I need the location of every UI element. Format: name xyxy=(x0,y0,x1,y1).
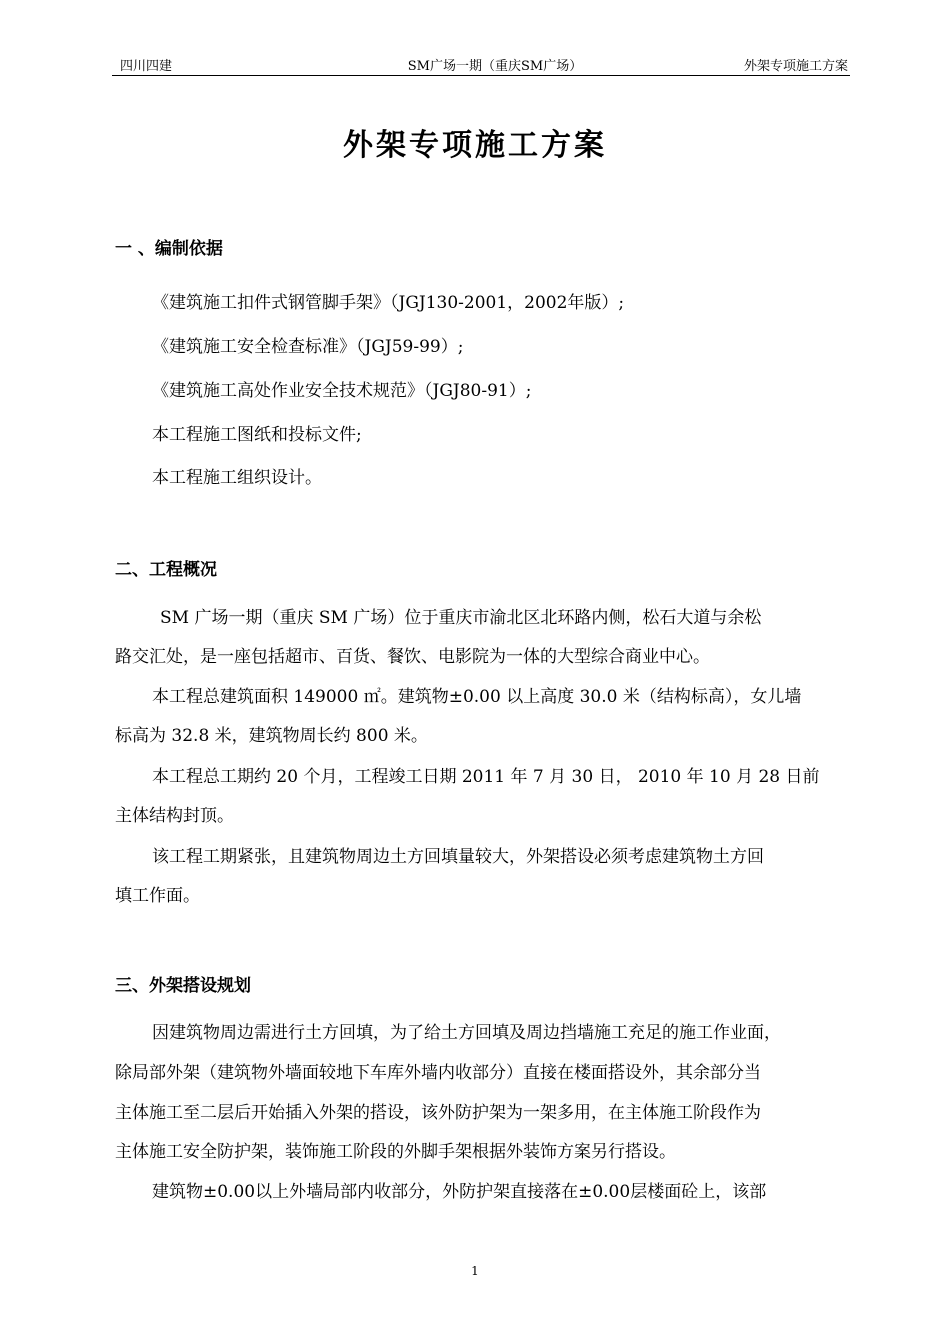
basis-item: 《建筑施工扣件式钢管脚手架》（JGJ130-2001，2002年版）; xyxy=(152,293,625,313)
basis-item: 《建筑施工高处作业安全技术规范》（JGJ80-91）; xyxy=(152,381,532,401)
paragraph-line: 主体施工安全防护架，装饰施工阶段的外脚手架根据外装饰方案另行搭设。 xyxy=(115,1142,676,1162)
document-title: 外架专项施工方案 xyxy=(343,128,607,163)
header-company: 四川四建 xyxy=(120,59,173,74)
header-rule xyxy=(112,75,850,76)
page-number: 1 xyxy=(471,1264,479,1278)
paragraph-line: 本工程总建筑面积 149000 ㎡。建筑物±0.00 以上高度 30.0 米（结构标高），女儿墙 xyxy=(152,687,802,707)
section-heading-overview: 二、工程概况 xyxy=(115,560,217,580)
section-heading-basis: 一 、编制依据 xyxy=(115,239,223,259)
basis-item: 本工程施工组织设计。 xyxy=(152,468,322,488)
paragraph-line: 主体施工至二层后开始插入外架的搭设，该外防护架为一架多用，在主体施工阶段作为 xyxy=(115,1103,761,1123)
basis-item: 本工程施工图纸和投标文件; xyxy=(152,425,362,445)
section-heading-plan: 三、外架搭设规划 xyxy=(115,976,251,996)
paragraph-line: 建筑物±0.00以上外墙局部内收部分，外防护架直接落在±0.00层楼面砼上，该部 xyxy=(152,1182,767,1202)
paragraph-line: 路交汇处，是一座包括超市、百货、餐饮、电影院为一体的大型综合商业中心。 xyxy=(115,647,710,667)
header-doc-title: 外架专项施工方案 xyxy=(743,59,848,74)
paragraph-line: 标高为 32.8 米，建筑物周长约 800 米。 xyxy=(115,726,428,746)
paragraph-line: 本工程总工期约 20 个月，工程竣工日期 2011 年 7 月 30 日， 2010 年 10 月 28 日前 xyxy=(152,767,820,787)
paragraph-line: 因建筑物周边需进行土方回填，为了给土方回填及周边挡墙施工充足的施工作业面， xyxy=(152,1023,781,1043)
paragraph-line: 填工作面。 xyxy=(115,886,200,906)
paragraph-line: 主体结构封顶。 xyxy=(115,806,234,826)
basis-item: 《建筑施工安全检查标准》（JGJ59-99）; xyxy=(152,337,464,357)
paragraph-line: 除局部外架（建筑物外墙面较地下车库外墙内收部分）直接在楼面搭设外，其余部分当 xyxy=(115,1063,761,1083)
paragraph-line: SM 广场一期（重庆 SM 广场）位于重庆市渝北区北环路内侧，松石大道与余松 xyxy=(160,608,762,628)
paragraph-line: 该工程工期紧张，且建筑物周边土方回填量较大，外架搭设必须考虑建筑物土方回 xyxy=(152,847,764,867)
header-project: SM广场一期（重庆SM广场） xyxy=(407,59,583,74)
